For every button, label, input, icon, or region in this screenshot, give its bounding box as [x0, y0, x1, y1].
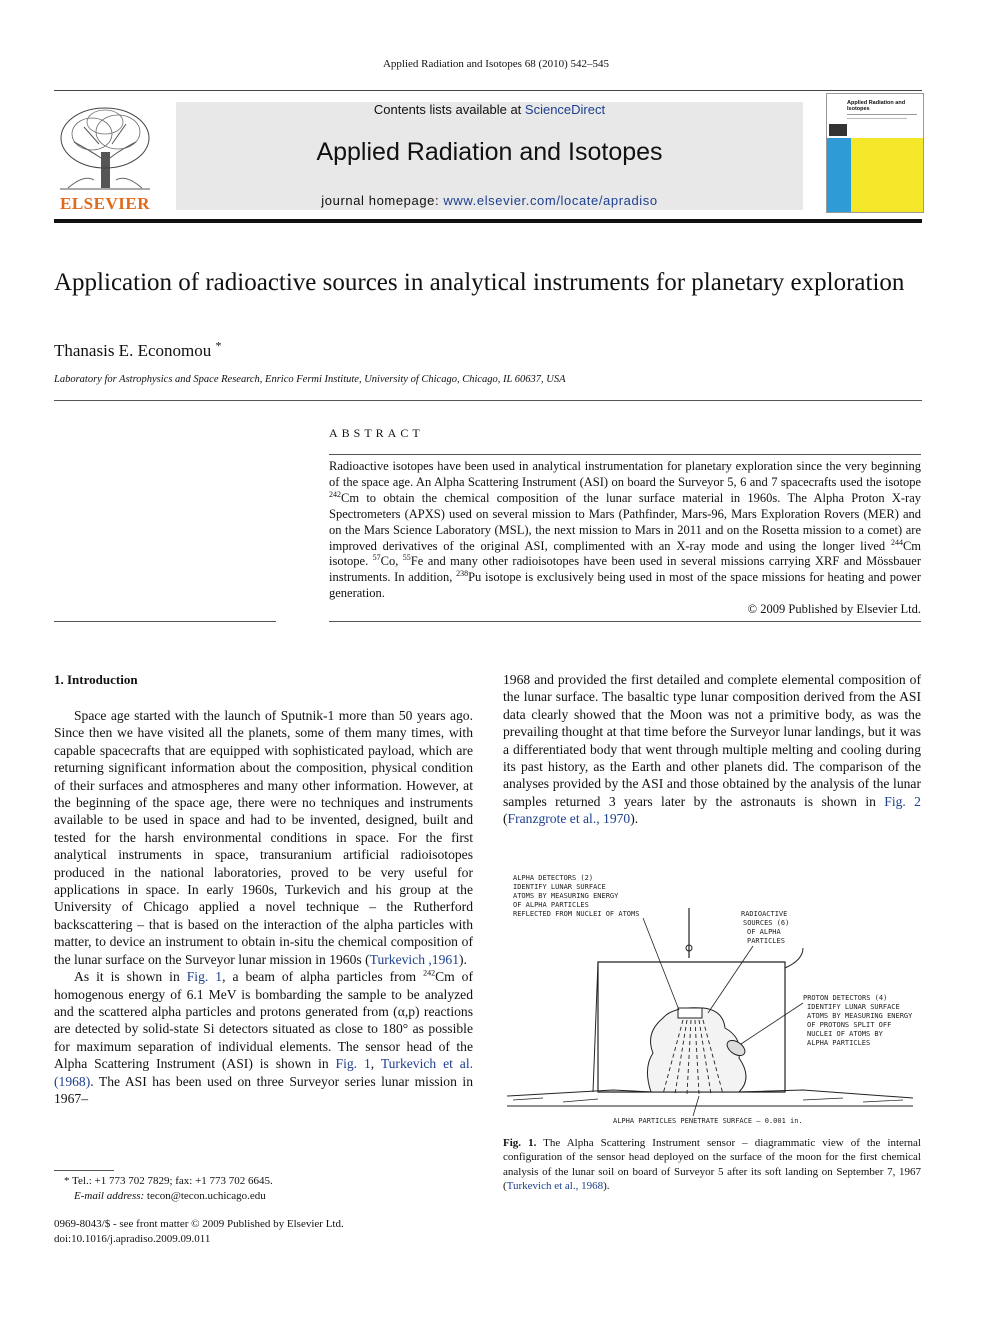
paragraph	[54, 968, 473, 1107]
label-line: OF ALPHA	[747, 928, 781, 936]
doi-line[interactable]: doi:10.1016/j.apradiso.2009.09.011	[54, 1232, 211, 1245]
elsevier-wordmark: ELSEVIER	[60, 194, 150, 213]
contents-line	[176, 102, 803, 117]
text-segment: (	[503, 811, 508, 827]
text-segment: ).	[630, 811, 639, 827]
figure-link[interactable]: Fig. 1	[335, 1056, 371, 1072]
citation-link[interactable]: Turkevich ,1961	[369, 951, 459, 967]
left-column	[54, 707, 473, 1107]
cover-yellow-panel	[851, 138, 923, 212]
text-segment: , a beam of alpha particles from	[222, 969, 424, 985]
figure-1	[503, 868, 921, 1130]
isotope-superscript: 244	[890, 537, 903, 547]
author-line	[54, 338, 222, 361]
issn-line: 0969-8043/$ - see front matter © 2009 Published by Elsevier Ltd.	[54, 1218, 344, 1230]
label-line: ATOMS BY MEASURING ENERGY	[807, 1012, 913, 1020]
text-segment: As it is shown in	[74, 969, 187, 985]
cover-blue-panel	[827, 138, 851, 212]
abstract-bottom-rule-left	[54, 621, 276, 622]
label-line: OF PROTONS SPLIT OFF	[807, 1021, 892, 1029]
isotope-superscript: 242	[423, 968, 436, 978]
top-rule	[54, 90, 922, 91]
label-line: NUCLEI OF ATOMS BY	[807, 1030, 883, 1038]
author-footnote-mark[interactable]: *	[215, 338, 222, 353]
footnote	[54, 1174, 273, 1203]
asi-sensor-diagram	[503, 868, 921, 1130]
affiliation: Laboratory for Astrophysics and Space Research, Enrico Fermi Institute, University of Chicago, Chicago, IL 60637, USA	[54, 374, 566, 385]
section-heading: 1. Introduction	[54, 672, 138, 687]
label-line: OF ALPHA PARTICLES	[513, 901, 589, 909]
citation-link[interactable]: Franzgrote et al., 1970	[507, 811, 631, 827]
isotope-superscript: 238	[456, 569, 469, 579]
isotope-superscript: 242	[329, 489, 341, 499]
paragraph	[503, 671, 921, 828]
abstract-bottom-rule-right	[329, 621, 921, 622]
caption-text: The Alpha Scattering Instrument sensor – diagrammatic view of the internal configuration of the sensor head deployed on the surface of the moon for the first chemical analysis of the lunar soil on board of Surveyor 5 after its soft landing on September 7, 1967 (	[503, 1137, 921, 1192]
figure-link[interactable]: Fig. 1	[186, 969, 223, 985]
article-title: Application of radioactive sources in analytical instruments for planetary exploration	[54, 269, 905, 296]
caption-text: ).	[603, 1179, 610, 1192]
page-footer	[54, 1217, 344, 1246]
cover-line	[847, 118, 907, 119]
journal-title: Applied Radiation and Isotopes	[316, 138, 663, 166]
abstract-text-segment: Co,	[380, 554, 403, 569]
cover-title: Applied Radiation and Isotopes	[847, 100, 906, 112]
cable	[785, 948, 803, 968]
label-line: ALPHA PARTICLES	[807, 1039, 871, 1047]
sciencedirect-link[interactable]: ScienceDirect	[524, 102, 606, 117]
figure-caption	[503, 1136, 921, 1193]
abstract-text-segment: Radioactive isotopes have been used in analytical instrumentation for planetary exploration since the very beginning of the space age. An Alpha Scattering Instrument (ASI) on board the Surveyor 5, 6 and 7 spacecrafts used the isotope	[329, 459, 921, 489]
label-line: SOURCES (6)	[743, 919, 790, 927]
label-line: PROTON DETECTORS (4)	[803, 994, 888, 1002]
header-thick-rule	[54, 219, 922, 223]
email-address[interactable]: tecon@tecon.uchicago.edu	[144, 1189, 266, 1202]
email-label: E-mail address:	[74, 1189, 145, 1202]
label-alpha-detectors	[513, 874, 639, 918]
footnote-contact: * Tel.: +1 773 702 7829; fax: +1 773 702 6645.	[64, 1175, 273, 1187]
cover-line	[847, 114, 917, 115]
label-line: RADIOACTIVE	[741, 910, 788, 918]
abstract-body	[329, 459, 921, 618]
running-head: Applied Radiation and Isotopes 68 (2010) 542–545	[382, 58, 610, 70]
abstract-rule	[329, 454, 921, 455]
isotope-superscript: 57	[372, 553, 381, 563]
text-segment: ).	[459, 951, 467, 967]
text-segment: ,	[370, 1056, 381, 1072]
citation-link[interactable]: Turkevich et al., 1968	[506, 1179, 604, 1192]
label-line: IDENTIFY LUNAR SURFACE	[513, 883, 606, 891]
journal-cover-thumbnail	[826, 93, 924, 213]
label-sources	[741, 910, 789, 945]
detector-block	[678, 1008, 702, 1018]
label-penetrate: ALPHA PARTICLES PENETRATE SURFACE – 0.001 in.	[613, 1117, 803, 1125]
figure-link[interactable]: Fig. 2	[884, 793, 921, 809]
caption-label: Fig. 1.	[503, 1137, 537, 1149]
homepage-link[interactable]: www.elsevier.com/locate/apradiso	[443, 193, 658, 208]
affiliation-rule	[54, 400, 922, 401]
label-line: ATOMS BY MEASURING ENERGY	[513, 892, 619, 900]
abstract-text-segment: Fe and many other radioisotopes have been used in several missions carrying XRF and Mössbauer instruments. In addition,	[329, 554, 922, 585]
cover-emblem	[829, 124, 847, 136]
author-name: Thanasis E. Economou	[54, 341, 212, 360]
isotope-superscript: 55	[402, 553, 411, 563]
label-line: IDENTIFY LUNAR SURFACE	[807, 1003, 900, 1011]
label-proton-detectors	[803, 994, 913, 1047]
label-line: REFLECTED FROM NUCLEI OF ATOMS	[513, 910, 640, 918]
label-line: PARTICLES	[747, 937, 785, 945]
footnote-rule	[54, 1170, 114, 1171]
text-segment: 1968 and provided the first detailed and complete elemental composition of the lunar surface. The basaltic type lunar composition derived from the ASI data clearly showed that the Moon was not a primitive body, as was the prevailing thought at that time before the Surveyor lunar landings, but it was a differentiated body that went through multiple melting and cooling during its past history, as the Earth and other planets did. The comparison of the analyses provided by the ASI and those obtained by the analysis of the lunar samples returned 3 years later by the astronauts is shown in	[503, 672, 921, 809]
abstract-text-segment: Cm isotope.	[329, 538, 921, 569]
contents-prefix: Contents lists available at	[373, 102, 525, 117]
label-line: ALPHA DETECTORS (2)	[513, 874, 594, 882]
text-segment: Space age started with the launch of Sputnik-1 more than 50 years ago. Since then we have visited all the planets, some of them many times, with capable spacecrafts that are equipped with sophisticated payload, which are returning significant information about the composition, physical condition of their surfaces and atmospheres and many other information. However, at the beginning of the space age, there were no techniques and instruments available to be used in space and had to be invented, designed, built and tested for the harsh environmental conditions in space. For the first analytical instruments in space, transuranium artificial radioisotopes produced in the national laboratories, proved to be very useful for applications in space. In early 1960s, Turkevich and his group at the University of Chicago applied a novel technique – the Rutherford backscattering – that is based on the interaction of the alpha particles with matter, to device an instrument to obtain in-situ the chemical composition of the lunar surface on the Surveyor lunar mission in 1960s (	[54, 708, 473, 967]
text-segment: . The ASI has been used on three Surveyor series lunar mission in 1967–	[54, 1073, 473, 1106]
footnote-email-line	[54, 1189, 273, 1204]
tree-icon	[54, 102, 156, 192]
right-column	[503, 671, 921, 828]
abstract-heading: ABSTRACT	[329, 426, 424, 440]
homepage-prefix: journal homepage:	[321, 193, 444, 208]
abstract-copyright: © 2009 Published by Elsevier Ltd.	[747, 602, 921, 617]
paragraph	[54, 707, 473, 968]
housing-edge	[593, 962, 598, 1092]
homepage-line	[176, 193, 803, 208]
journal-banner	[176, 102, 803, 210]
abstract-text-segment: Cm to obtain the chemical composition of the lunar surface material in 1960s. The Alpha Proton X-ray Spectrometers (APXS) used on several mission to Mars (Pathfinder, Mars-96, Mars Exploration Rovers (MER) and on the Mars Science Laboratory (MSL), the next mission to Mars in 2011 and on the Rosetta mission to a comet) are improved derivatives of the original ASI, complimented with an X-ray mode and using the longer lived	[329, 490, 921, 553]
abstract-text-segment: Pu isotope is exclusively being used in most of the space missions for heating and power generation.	[329, 570, 921, 601]
citation-link[interactable]: Turkevich et al. (1968)	[54, 1056, 473, 1089]
text-segment: Cm of homogenous energy of 6.1 MeV is bombarding the sample to be analyzed and the scattered alpha particles and protons generated from (α,p) reactions are detected by solid-state Si detectors situated as close to 180° as possible for maximum separation of individual elements. The sensor head of the Alpha Scattering Instrument (ASI) is shown in	[54, 969, 474, 1072]
